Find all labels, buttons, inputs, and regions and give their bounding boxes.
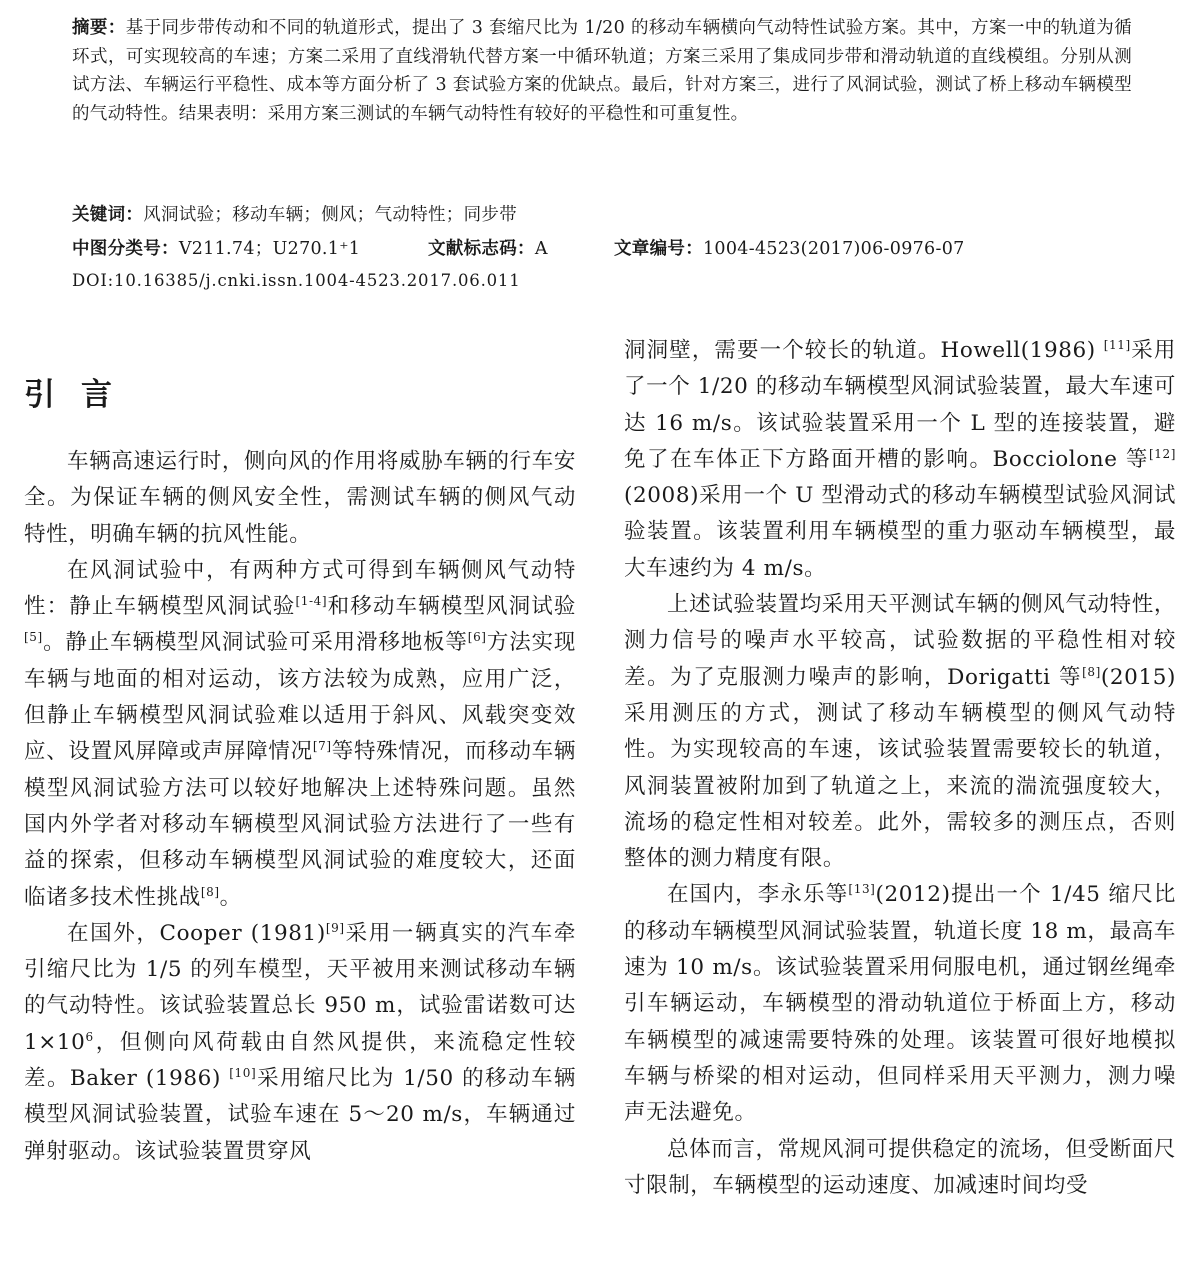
section-title: 引言 xyxy=(24,377,138,413)
citation-7: [7] xyxy=(312,739,332,754)
p2-text-4: 方法实现车辆与地面的相对运动，该方法较为成熟，应用广泛，但静止车辆模型风洞试验难以适用于斜风、风载突变效应、设置风屏障或声屏障情况 xyxy=(24,630,577,765)
doc-code-value: A xyxy=(534,239,548,259)
doc-code-label: 文献标志码： xyxy=(428,239,535,259)
paragraph-2 xyxy=(24,553,576,916)
left-column xyxy=(24,444,576,1170)
paragraph-3-continued xyxy=(624,333,1176,587)
p5-text-1: 在国内，李永乐等 xyxy=(667,882,849,908)
citation-9: [9] xyxy=(325,920,345,935)
clc-label: 中图分类号： xyxy=(72,239,179,259)
citation-8: [8] xyxy=(200,884,220,899)
citation-8-b: [8] xyxy=(1082,664,1101,679)
citation-5: [5] xyxy=(24,630,43,645)
citation-11: [11] xyxy=(1103,338,1131,352)
keywords-text: 风洞试验；移动车辆；侧风；气动特性；同步带 xyxy=(143,205,518,225)
clc-value: V211.74；U270.1⁺1 xyxy=(178,239,361,259)
p3-text-2: 采用一辆真实的汽车牵引缩尺比为 1/5 的列车模型，天平被用来测试移动车辆的气动特性。该试验装置总长 950 m，试验雷诺数可达 1×10 xyxy=(24,920,576,1055)
paragraph-4 xyxy=(624,587,1176,877)
p4-text-2: (2015)采用测压的方式，测试了移动车辆模型的侧风气动特性。为实现较高的车速，该试验装置需要较长的轨道，风洞装置被附加到了轨道之上，来流的湍流强度较大，流场的稳定性相对较差。此外，需较多的测压点，否则整体的测力精度有限。 xyxy=(624,664,1176,872)
keywords-label: 关键词： xyxy=(72,205,144,225)
p2-text-3: 。静止车辆模型风洞试验可采用滑移地板等 xyxy=(42,630,468,656)
citation-10: [10] xyxy=(229,1066,257,1081)
article-no-label: 文章编号： xyxy=(614,239,703,259)
p3b-text-3: (2008)采用一个 U 型滑动式的移动车辆模型试验风洞试验装置。该装置利用车辆模型的重力驱动车辆模型，最大车速约为 4 m/s。 xyxy=(624,483,1176,581)
p3-text-1: 在国外，Cooper (1981) xyxy=(67,920,326,946)
right-column xyxy=(624,333,1176,1204)
p3b-text-2: 采用了一个 1/20 的移动车辆模型风洞试验装置，最大车速可达 16 m/s。该试验装置采用一个 L 型的连接装置，避免了在车体正下方路面开槽的影响。Bocciolone 等 xyxy=(624,338,1176,472)
abstract-label: 摘要： xyxy=(72,18,126,38)
clc-item xyxy=(72,238,360,260)
exponent: 6 xyxy=(85,1029,94,1044)
abstract xyxy=(72,14,1132,128)
abstract-text: 基于同步带传动和不同的轨道形式，提出了 3 套缩尺比为 1/20 的移动车辆横向气动特性试验方案。其中，方案一中的轨道为循环式，可实现较高的车速；方案二采用了直线滑轨代替方案一中循环轨道；方案三采用了集成同步带和滑动轨道的直线模组。分别从测试方法、车辆运行平稳性、成本等方面分析了 3 套试验方案的优缺点。最后，针对方案三，进行了风洞试验，测试了桥上移动车辆模型的气动特性。结果表明：采用方案三测试的车辆气动特性有较好的平稳性和可重复性。 xyxy=(72,18,1133,124)
article-no-item xyxy=(614,238,965,260)
paragraph-5 xyxy=(624,877,1176,1131)
p3-text-4: 采用缩尺比为 1/50 的移动车辆模型风洞试验装置，试验车速在 5～20 m/s，车辆通过弹射驱动。该试验装置贯穿风 xyxy=(24,1066,576,1164)
citation-12: [12] xyxy=(1148,446,1176,461)
p3-text-3: ，但侧向风荷载由自然风提供，来流稳定性较差。Baker (1986) xyxy=(24,1029,576,1092)
p4-text-1: 上述试验装置均采用天平测试车辆的侧风气动特性，测力信号的噪声水平较高，试验数据的平稳性相对较差。为了克服测力噪声的影响，Dorigatti 等 xyxy=(624,592,1176,690)
paragraph-6: 总体而言，常规风洞可提供稳定的流场，但受断面尺寸限制，车辆模型的运动速度、加减速时间均受 xyxy=(624,1136,1176,1198)
doi: DOI:10.16385/j.cnki.issn.1004-4523.2017.06.011 xyxy=(72,271,521,290)
p2-text-2: 和移动车辆模型风洞试验 xyxy=(327,594,576,620)
p2-text-5: 等特殊情况，而移动车辆模型风洞试验方法可以较好地解决上述特殊问题。虽然国内外学者对移动车辆模型风洞试验方法进行了一些有益的探索，但移动车辆模型风洞试验的难度较大，还面临诸多技术性挑战 xyxy=(24,739,576,910)
p2-text-6: 。 xyxy=(219,884,242,910)
keywords-line xyxy=(72,204,517,226)
citation-1-4: [1-4] xyxy=(295,594,328,609)
doc-code-item xyxy=(428,238,548,260)
p3b-text-1: 洞洞壁，需要一个较长的轨道。Howell(1986) xyxy=(624,338,1104,363)
paragraph-3 xyxy=(24,916,576,1170)
citation-13: [13] xyxy=(848,882,876,897)
p5-text-2: (2012)提出一个 1/45 缩尺比的移动车辆模型风洞试验装置，轨道长度 18 m，最高车速为 10 m/s。该试验装置采用伺服电机，通过钢丝绳牵引车辆运动，车辆模型的滑动轨道位于桥面上方，移动车辆模型的减速需要特殊的处理。该装置可很好地模拟车辆与桥梁的相对运动，但同样采用天平测力，测力噪声无法避免。 xyxy=(624,882,1176,1126)
p2-text-1: 在风洞试验中，有两种方式可得到车辆侧风气动特性：静止车辆模型风洞试验 xyxy=(24,557,576,620)
paragraph-1: 车辆高速运行时，侧向风的作用将威胁车辆的行车安全。为保证车辆的侧风安全性，需测试车辆的侧风气动特性，明确车辆的抗风性能。 xyxy=(24,449,576,547)
article-no-value: 1004-4523(2017)06-0976-07 xyxy=(703,239,965,259)
citation-6: [6] xyxy=(467,630,487,645)
